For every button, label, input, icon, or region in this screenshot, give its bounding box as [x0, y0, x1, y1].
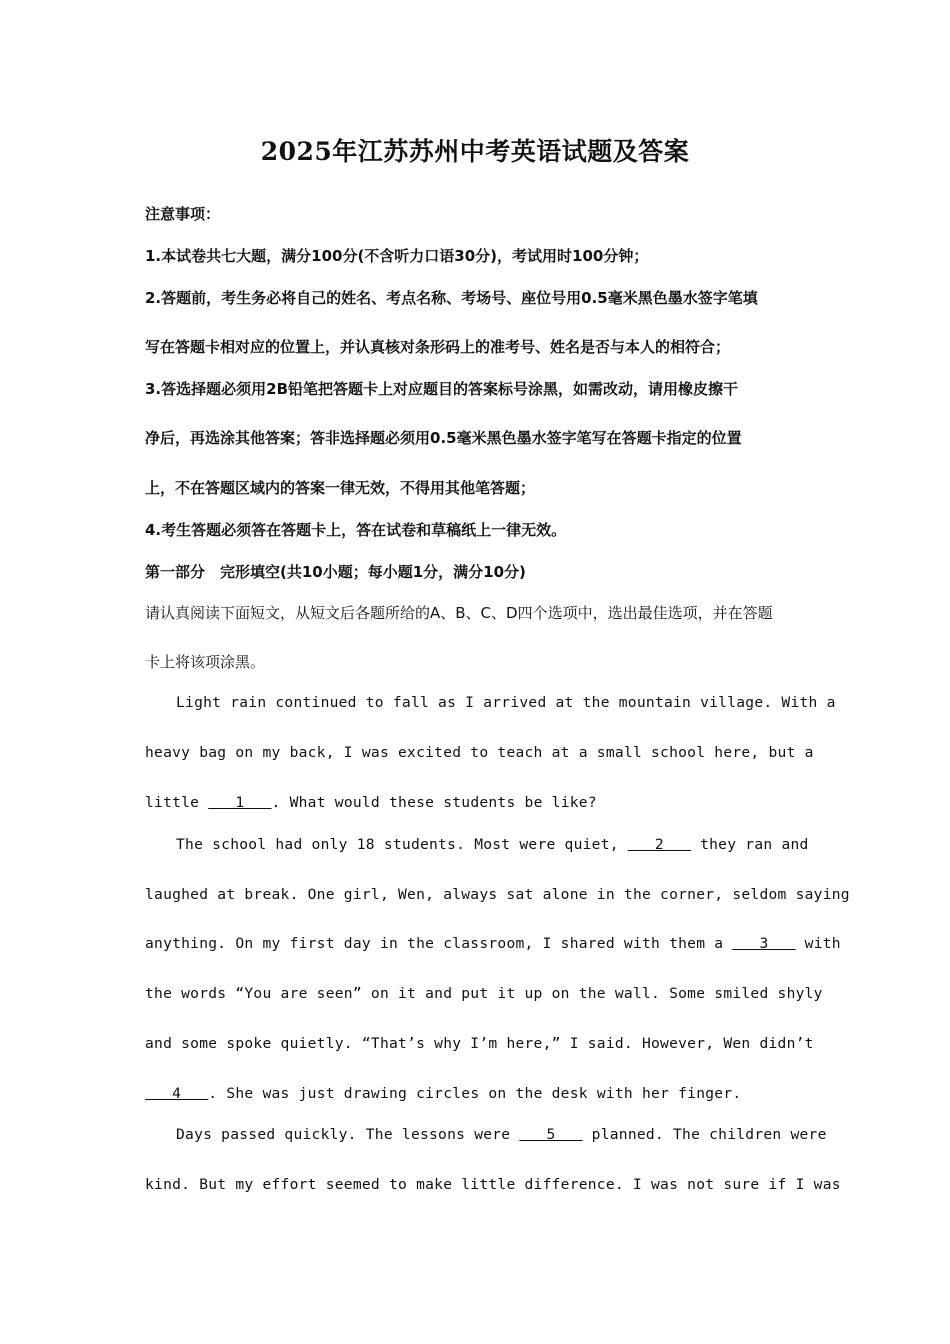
page-title: 2025年江苏苏州中考英语试题及答案 [260, 137, 690, 166]
blank-1: 1 [208, 794, 272, 811]
passage-line [145, 1085, 741, 1102]
notice-item-2-line-1: 2.答题前，考生务必将自己的姓名、考点名称、考场号、座位号用0.5毫米黑色墨水签字笔填 [145, 289, 758, 307]
blank-4: 4 [145, 1085, 209, 1102]
passage-line: laughed at break. One girl, Wen, always sat alone in the corner, seldom saying [145, 886, 850, 903]
passage-line: heavy bag on my back, I was excited to teach at a small school here, but a [145, 744, 814, 761]
passage-line [176, 836, 809, 853]
part1-instruction-line-1: 请认真阅读下面短文，从短文后各题所给的A、B、C、D四个选项中，选出最佳选项，并在答题 [145, 604, 773, 622]
notice-item-2-line-2: 写在答题卡相对应的位置上，并认真核对条形码上的准考号、姓名是否与本人的相符合； [145, 338, 731, 356]
passage-text: they ran and [691, 836, 809, 853]
notice-item-4: 4.考生答题必须答在答题卡上，答在试卷和草稿纸上一律无效。 [145, 521, 567, 539]
passage-line: Light rain continued to fall as I arrived at the mountain village. With a [176, 694, 836, 711]
passage-text: . What would these students be like? [271, 794, 597, 811]
part1-heading: 第一部分 完形填空(共10小题；每小题1分，满分10分) [145, 563, 526, 581]
passage-line [145, 794, 597, 811]
notice-item-3-line-1: 3.答选择题必须用2B铅笔把答题卡上对应题目的答案标号涂黑，如需改动，请用橡皮擦干 [145, 380, 739, 398]
passage-line [145, 935, 841, 952]
passage-text: planned. The children were [582, 1126, 827, 1143]
passage-text: little [145, 794, 209, 811]
notice-heading: 注意事项： [145, 205, 221, 223]
part1-instruction-line-2: 卡上将该项涂黑。 [145, 653, 266, 671]
passage-line: and some spoke quietly. “That’s why I’m here,” I said. However, Wen didn’t [145, 1035, 814, 1052]
blank-2: 2 [627, 836, 692, 853]
notice-item-3-line-2: 净后，再选涂其他答案；答非选择题必须用0.5毫米黑色墨水签字笔写在答题卡指定的位置 [145, 429, 742, 447]
passage-line: kind. But my effort seemed to make little difference. I was not sure if I was [145, 1176, 841, 1193]
notice-item-1: 1.本试卷共七大题，满分100分(不含听力口语30分)，考试用时100分钟； [145, 247, 649, 265]
blank-3: 3 [732, 935, 796, 952]
notice-item-3-line-3: 上，不在答题区域内的答案一律无效，不得用其他笔答题； [145, 479, 536, 497]
passage-text: Days passed quickly. The lessons were [176, 1126, 520, 1143]
passage-text: anything. On my first day in the classroom, I shared with them a [145, 935, 733, 952]
passage-text: . She was just drawing circles on the desk with her finger. [208, 1085, 742, 1102]
passage-text: with [795, 935, 841, 952]
passage-line: the words “You are seen” on it and put it up on the wall. Some smiled shyly [145, 985, 823, 1002]
passage-text: The school had only 18 students. Most were quiet, [176, 836, 628, 853]
blank-5: 5 [519, 1126, 583, 1143]
passage-line [176, 1126, 827, 1143]
